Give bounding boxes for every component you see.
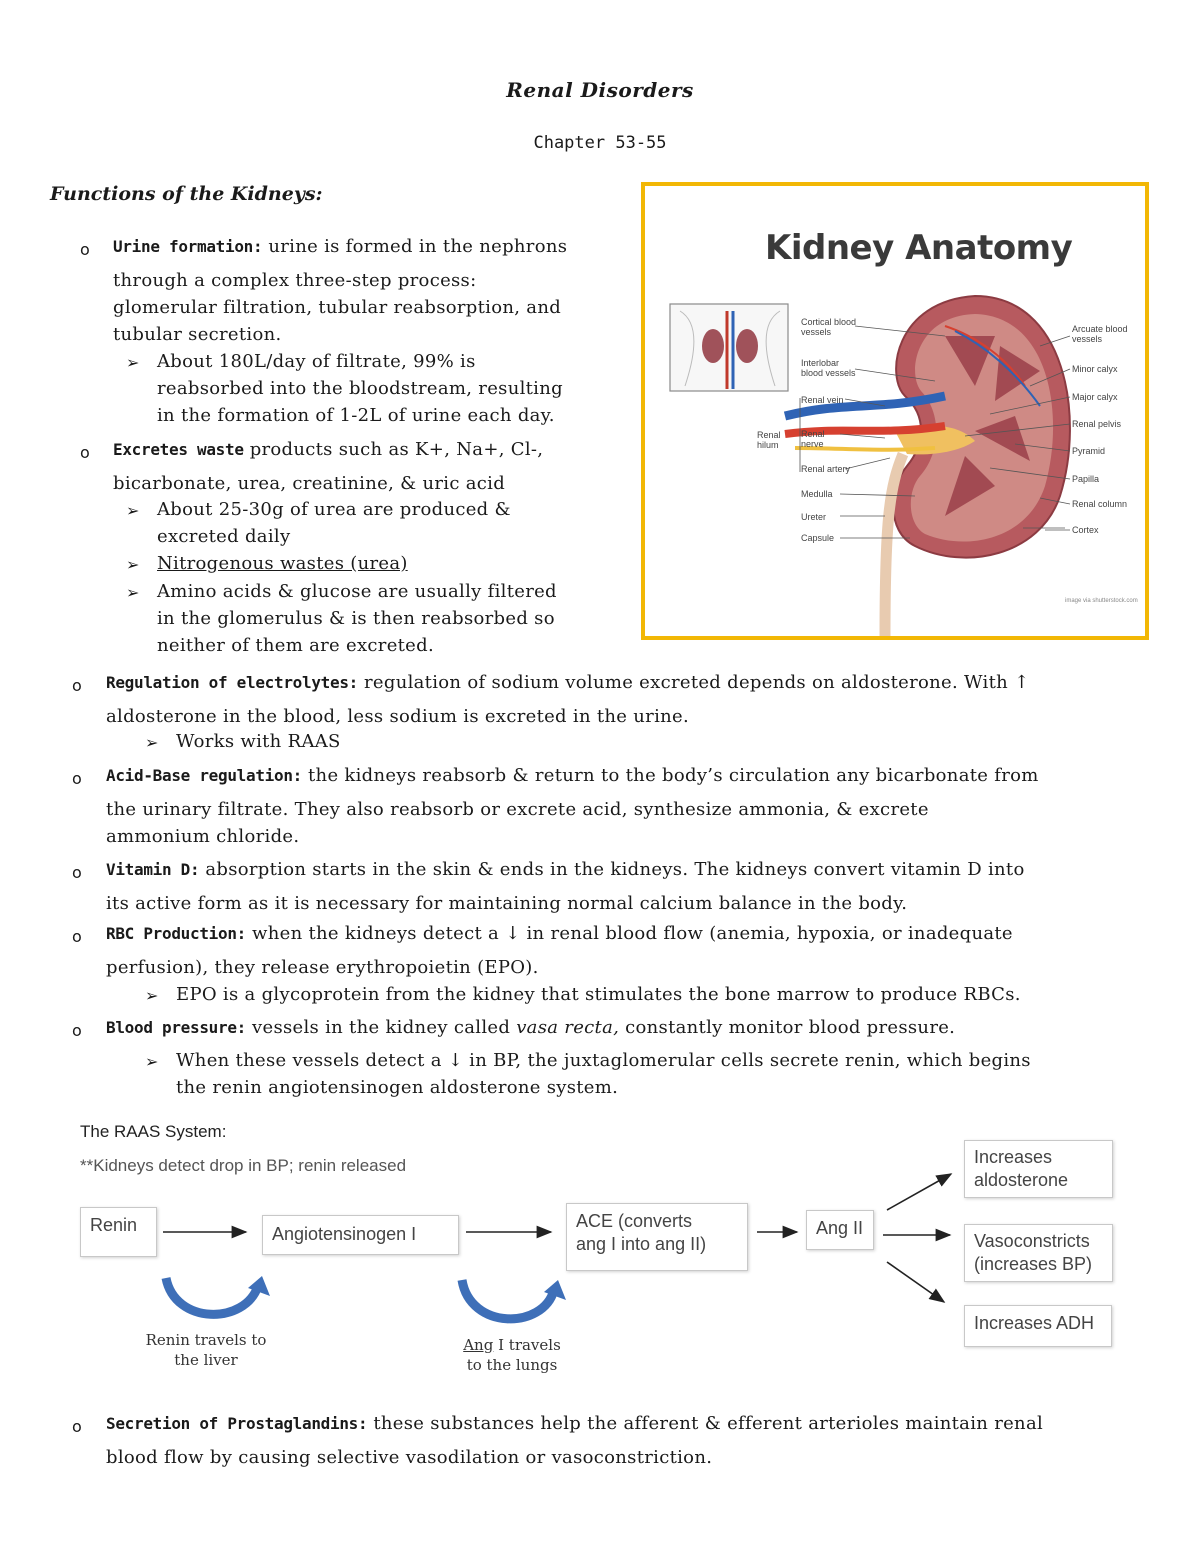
label-ureter: Ureter [801, 512, 827, 522]
waste-subitem-3: Amino acids & glucose are usually filtered in the glomerulus & is then reabsorbed so neither of them are excreted. [157, 581, 557, 656]
bullet: o [72, 676, 82, 695]
box-renin: Renin [80, 1207, 157, 1257]
arrow-bullet: ➢ [145, 1052, 159, 1071]
label-renal-nerve: Renal nerve [801, 429, 825, 449]
figure-credit: image via shutterstock.com [1065, 598, 1138, 604]
label-interlobar-blood-vessels: Interlobar blood vessels [801, 358, 856, 378]
box-ace: ACE (converts ang I into ang II) [566, 1203, 748, 1271]
arrow-bullet: ➢ [126, 555, 140, 574]
box-increases-aldosterone: Increases aldosterone [964, 1140, 1113, 1198]
bullet: o [72, 1417, 82, 1436]
label-renal-vein: Renal vein [801, 395, 844, 405]
label-renal-artery: Renal artery [801, 464, 851, 474]
label-minor-calyx: Minor calyx [1072, 364, 1118, 374]
label-renal-pelvis: Renal pelvis [1072, 419, 1122, 429]
label-cortex: Cortex [1072, 525, 1099, 535]
figure-title: Kidney Anatomy [765, 228, 1073, 268]
term-electrolytes: Regulation of electrolytes: [106, 673, 358, 692]
waste-subitem-2: Nitrogenous wastes (urea) [157, 553, 408, 574]
term-rbc-production: RBC Production: [106, 924, 246, 943]
blood-pressure-subitem: When these vessels detect a ↓ in BP, the juxtaglomerular cells secrete renin, which begins the renin angiotensinogen aldosterone system. [176, 1050, 1031, 1098]
excretes-waste-item: Excretes waste products such as K+, Na+, Cl-, bicarbonate, urea, creatinine, & uric acid [113, 439, 544, 494]
box-vasoconstricts: Vasoconstricts (increases BP) [964, 1224, 1113, 1282]
electrolytes-subitem: Works with RAAS [176, 731, 341, 752]
vitamin-d-item: Vitamin D: absorption starts in the skin & ends in the kidneys. The kidneys convert vitamin D into its active form as it is necessary for maintaining normal calcium balance in the body. [106, 859, 1025, 914]
bullet: o [72, 1021, 82, 1040]
rbc-item: RBC Production: when the kidneys detect a ↓ in renal blood flow (anemia, hypoxia, or inadequate perfusion), they release erythropoietin (EPO). [106, 923, 1013, 978]
label-arcuate-blood-vessels: Arcuate blood vessels [1072, 324, 1128, 344]
caption-ang-lungs: Ang I travels to the lungs [463, 1336, 561, 1374]
arrow-bullet: ➢ [126, 353, 140, 372]
term-excretes-waste: Excretes waste [113, 440, 244, 459]
bullet: o [72, 927, 82, 946]
arrow-bullet: ➢ [145, 733, 159, 752]
term-blood-pressure: Blood pressure: [106, 1018, 246, 1037]
bullet: o [80, 443, 90, 462]
caption-renin-liver: Renin travels to the liver [145, 1331, 267, 1369]
box-increases-adh: Increases ADH [964, 1305, 1112, 1347]
raas-note: **Kidneys detect drop in BP; renin released [80, 1156, 407, 1175]
acid-base-item: Acid-Base regulation: the kidneys reabsorb & return to the body’s circulation any bicarbonate from the urinary filtrate. They also reabsorb or excrete acid, synthesize ammonia, & excrete ammonium chloride. [106, 765, 1039, 847]
arrow-bullet: ➢ [126, 583, 140, 602]
electrolytes-item: Regulation of electrolytes: regulation of sodium volume excreted depends on aldosterone. With ↑ aldosterone in the blood, less sodium is excreted in the urine. [106, 672, 1030, 727]
label-cortical-blood-vessels: Cortical blood vessels [801, 317, 857, 337]
box-ang-ii: Ang II [806, 1210, 874, 1250]
blood-pressure-item: Blood pressure: vessels in the kidney called vasa recta, constantly monitor blood pressure. [106, 1017, 956, 1038]
label-medulla: Medulla [801, 489, 833, 499]
arrow-bullet: ➢ [126, 501, 140, 520]
label-renal-column: Renal column [1072, 499, 1128, 509]
term-vitamin-d: Vitamin D: [106, 860, 200, 879]
label-pyramid: Pyramid [1072, 446, 1106, 456]
urine-formation-item: Urine formation: urine is formed in the nephrons through a complex three-step process: glomerular filtration, tubular reabsorption, and tubular secretion. [113, 236, 568, 345]
box-angiotensinogen: Angiotensinogen I [262, 1215, 459, 1255]
label-capsule: Capsule [801, 533, 835, 543]
raas-title: The RAAS System: [80, 1122, 227, 1141]
arrow-bullet: ➢ [145, 986, 159, 1005]
bullet: o [72, 769, 82, 788]
label-papilla: Papilla [1072, 474, 1100, 484]
term-prostaglandins: Secretion of Prostaglandins: [106, 1414, 368, 1433]
page-title: Renal Disorders [506, 78, 694, 102]
rbc-subitem: EPO is a glycoprotein from the kidney that stimulates the bone marrow to produce RBCs. [176, 984, 1021, 1005]
bullet: o [72, 863, 82, 882]
waste-subitem-1: About 25-30g of urea are produced & excreted daily [157, 499, 511, 547]
label-major-calyx: Major calyx [1072, 392, 1118, 402]
term-acid-base: Acid-Base regulation: [106, 766, 302, 785]
term-urine-formation: Urine formation: [113, 237, 263, 256]
urine-subitem: About 180L/day of filtrate, 99% is reabsorbed into the bloodstream, resulting in the formation of 1-2L of urine each day. [157, 351, 563, 426]
label-renal-hilum: Renal hilum [757, 430, 781, 450]
section-heading: Functions of the Kidneys: [50, 183, 323, 205]
prostaglandins-item: Secretion of Prostaglandins: these substances help the afferent & efferent arterioles maintain renal blood flow by causing selective vasodilation or vasoconstriction. [106, 1413, 1044, 1468]
chapter-subtitle: Chapter 53-55 [533, 133, 667, 153]
bullet: o [80, 240, 90, 259]
